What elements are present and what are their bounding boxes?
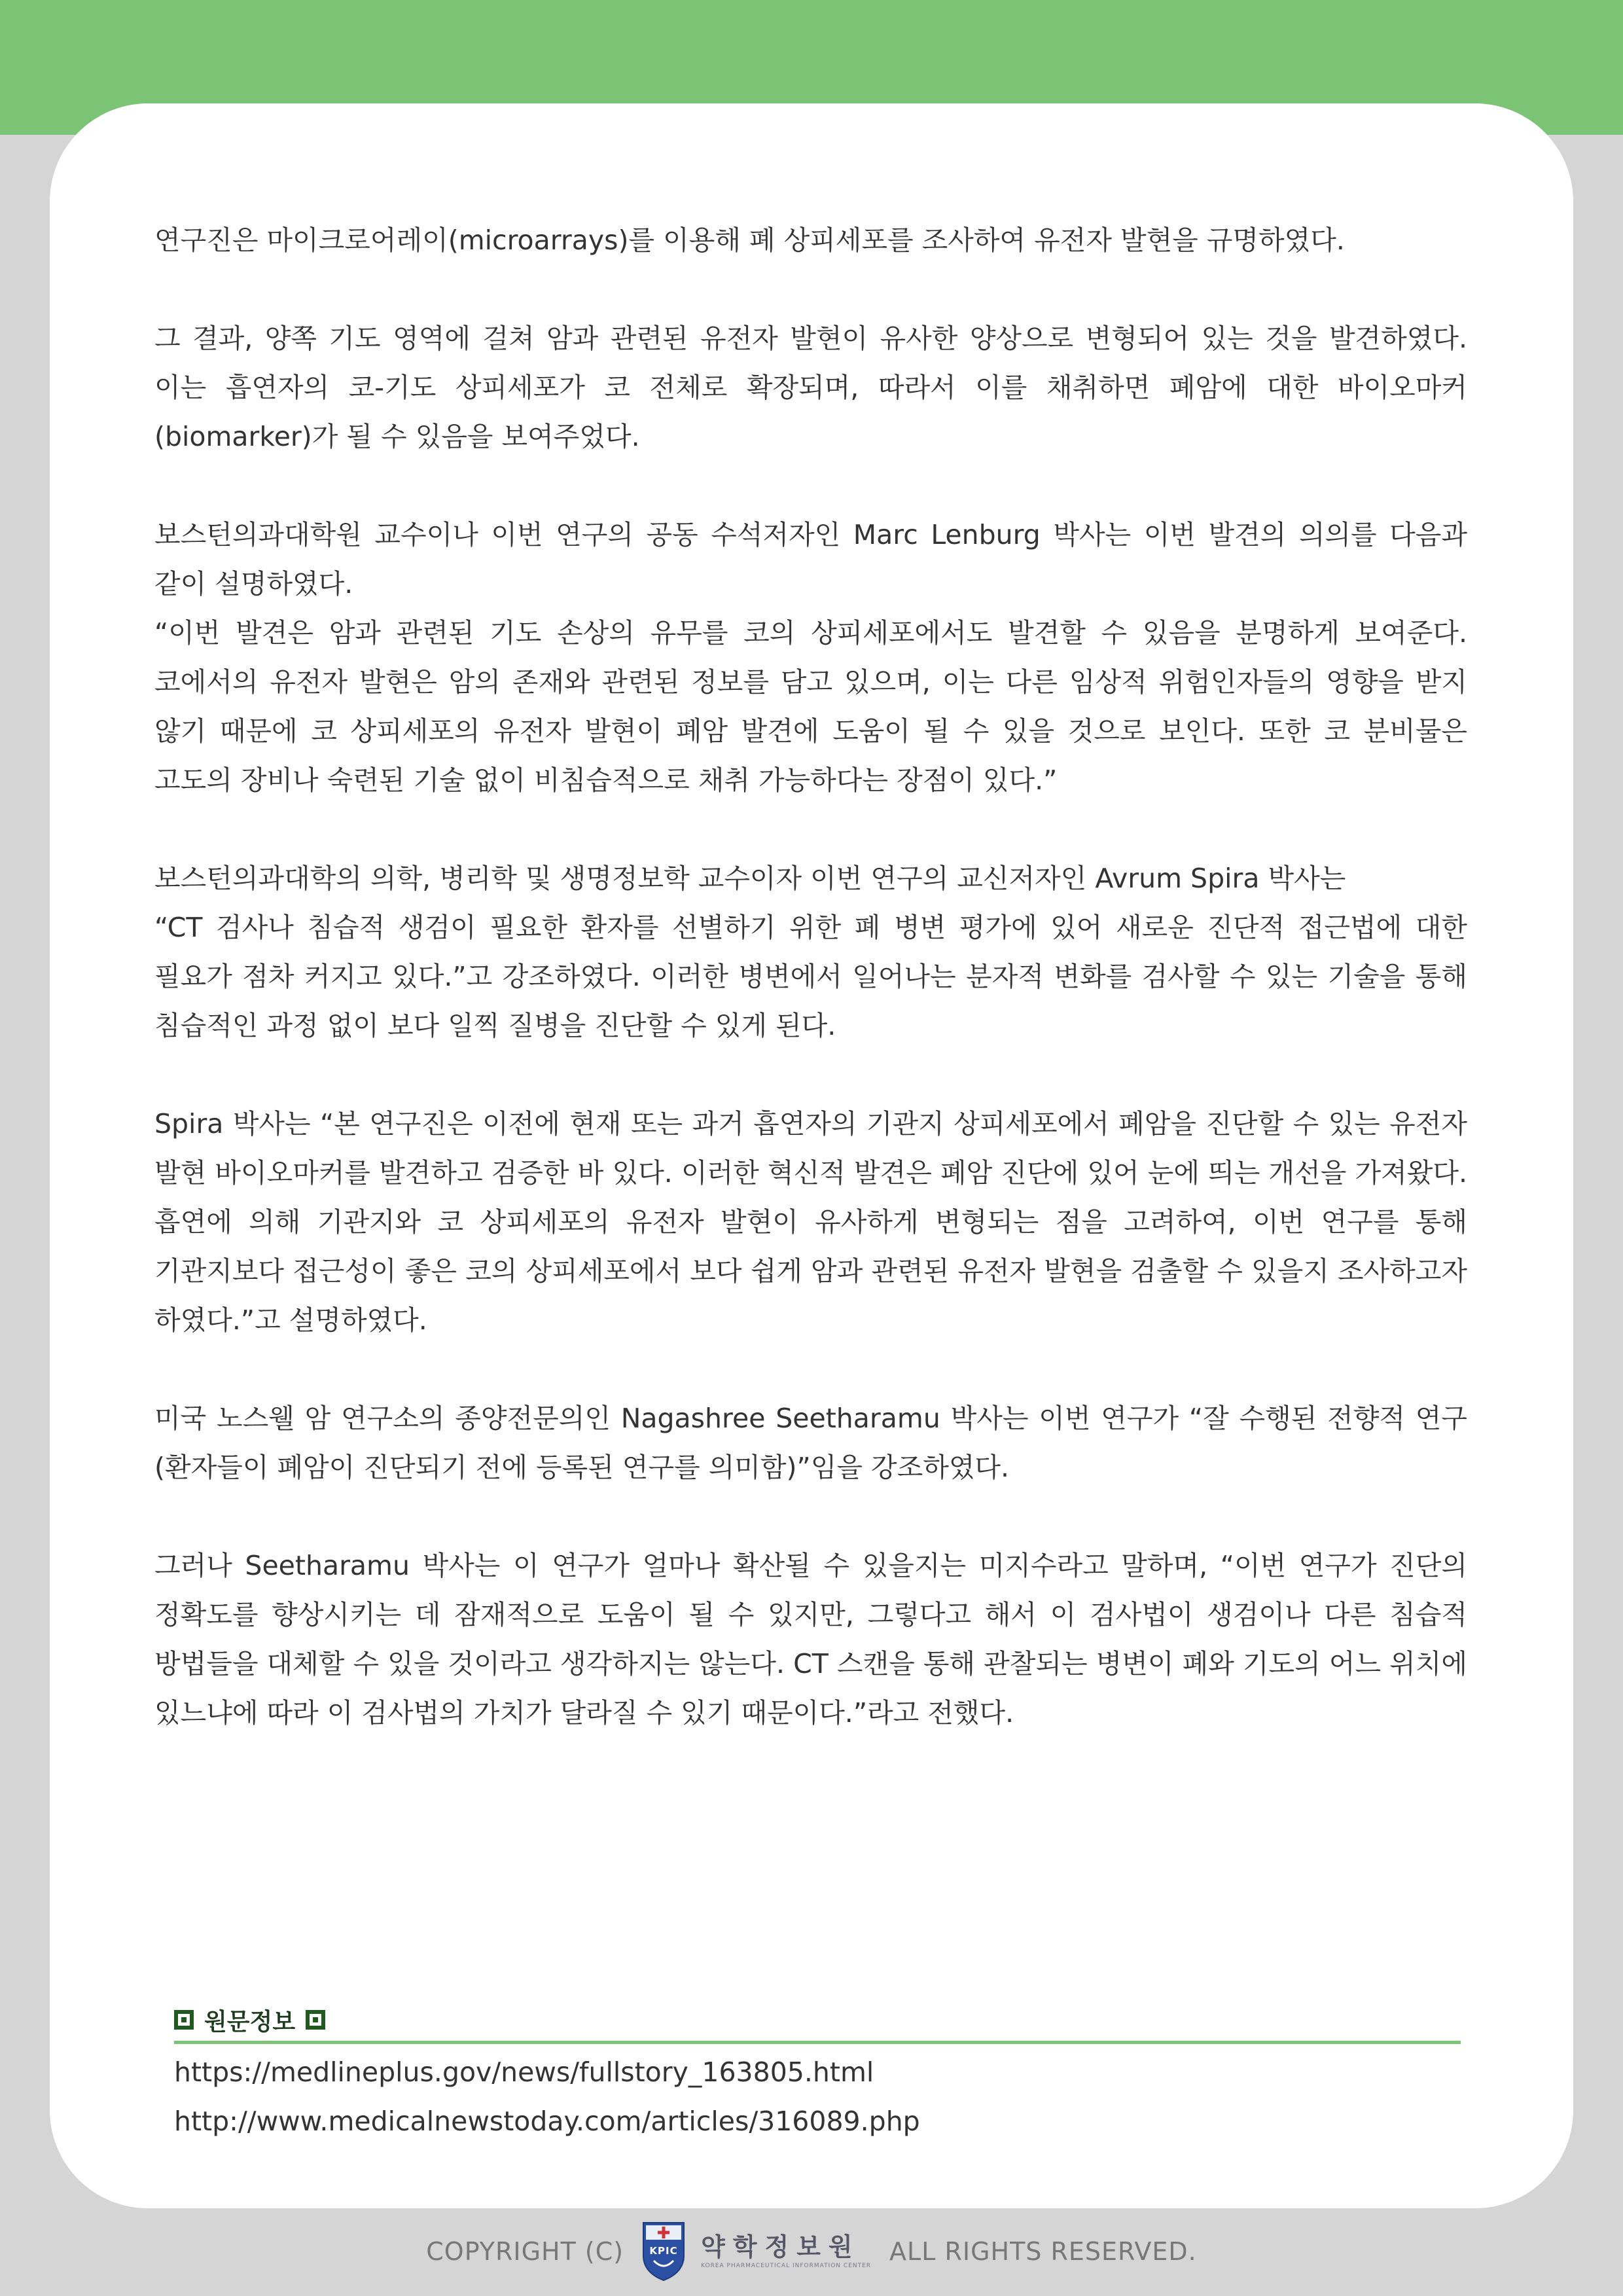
quote-paragraph: “CT 검사나 침습적 생검이 필요한 환자를 선별하기 위한 폐 병변 평가에 있어 새로운 진단적 접근법에 대한 필요가 점차 커지고 있다.”고 강조하였다. 이러한 병변에서 일어나는 분자적 변화를 검사할 수 있는 기술을 통해 침습적인 과정 없이 보다 일찍 질병을 진단할 수 있게 된다. (154, 912, 1467, 1041)
footer (0, 2219, 1623, 2284)
source-header (174, 2001, 1461, 2038)
quote-paragraph: “이번 발견은 암과 관련된 기도 손상의 유무를 코의 상피세포에서도 발견할 수 있음을 분명하게 보여준다. 코에서의 유전자 발현은 암의 존재와 관련된 정보를 담고 있으며, 이는 다른 임상적 위험인자들의 영향을 받지 않기 때문에 코 상피세포의 유전자 발현이 폐암 발견에 도움이 될 수 있을 것으로 보인다. 또한 코 분비물은 고도의 장비나 숙련된 기술 없이 비침습적으로 채취 가능하다는 장점이 있다.” (154, 617, 1467, 796)
logo-text (701, 2233, 871, 2270)
copyright-text: COPYRIGHT (C) (426, 2237, 624, 2266)
emblem-text: KPIC (649, 2245, 678, 2257)
article-body (154, 216, 1467, 1738)
kpic-emblem-icon (639, 2220, 688, 2283)
source-links (174, 2048, 1461, 2146)
divider (174, 2041, 1461, 2044)
paragraph: 보스턴의과대학의 의학, 병리학 및 생명정보학 교수이자 이번 연구의 교신저자인 Avrum Spira 박사는 (154, 863, 1346, 894)
logo-name: 약학정보원 (701, 2233, 861, 2261)
square-bullet-icon (306, 2010, 325, 2030)
source-link[interactable]: https://medlineplus.gov/news/fullstory_163805.html (174, 2056, 874, 2088)
paragraph: 연구진은 마이크로어레이(microarrays)를 이용해 폐 상피세포를 조사하여 유전자 발현을 규명하였다. (154, 224, 1345, 256)
paragraph: 보스턴의과대학원 교수이나 이번 연구의 공동 수석저자인 Marc Lenburg 박사는 이번 발견의 의의를 다음과 같이 설명하였다. (154, 519, 1467, 600)
square-bullet-icon (174, 2010, 194, 2030)
paragraph: 그 결과, 양쪽 기도 영역에 걸쳐 암과 관련된 유전자 발현이 유사한 양상으로 변형되어 있는 것을 발견하였다. 이는 흡연자의 코-기도 상피세포가 코 전체로 확장되며, 따라서 이를 채취하면 폐암에 대한 바이오마커(biomarker)가 될 수 있음을 보여주었다. (154, 323, 1467, 452)
source-link[interactable]: http://www.medicalnewstoday.com/articles/316089.php (174, 2106, 920, 2137)
source-title: 원문정보 (204, 2008, 296, 2036)
rights-text: ALL RIGHTS RESERVED. (889, 2237, 1197, 2266)
paragraph: Spira 박사는 “본 연구진은 이전에 현재 또는 과거 흡연자의 기관지 상피세포에서 폐암을 진단할 수 있는 유전자 발현 바이오마커를 발견하고 검증한 바 있다. 이러한 혁신적 발견은 폐암 진단에 있어 눈에 띄는 개선을 가져왔다. 흡연에 의해 기관지와 코 상피세포의 유전자 발현이 유사하게 변형되는 점을 고려하여, 이번 연구를 통해 기관지보다 접근성이 좋은 코의 상피세포에서 보다 쉽게 암과 관련된 유전자 발현을 검출할 수 있을지 조사하고자 하였다.”고 설명하였다. (154, 1108, 1467, 1336)
logo-subtitle: KOREA PHARMACEUTICAL INFORMATION CENTER (701, 2263, 872, 2269)
paragraph: 미국 노스웰 암 연구소의 종양전문의인 Nagashree Seetharamu 박사는 이번 연구가 “잘 수행된 전향적 연구(환자들이 폐암이 진단되기 전에 등록된 연구를 의미함)”임을 강조하였다. (154, 1403, 1467, 1483)
source-info (174, 2001, 1461, 2146)
paragraph: 그러나 Seetharamu 박사는 이 연구가 얼마나 확산될 수 있을지는 미지수라고 말하며, “이번 연구가 진단의 정확도를 향상시키는 데 잠재적으로 도움이 될 수 있지만, 그렇다고 해서 이 검사법이 생검이나 다른 침습적 방법들을 대체할 수 있을 것이라고 생각하지는 않는다. CT 스캔을 통해 관찰되는 병변이 폐와 기도의 어느 위치에 있느냐에 따라 이 검사법의 가치가 달라질 수 있기 때문이다.”라고 전했다. (154, 1550, 1467, 1729)
